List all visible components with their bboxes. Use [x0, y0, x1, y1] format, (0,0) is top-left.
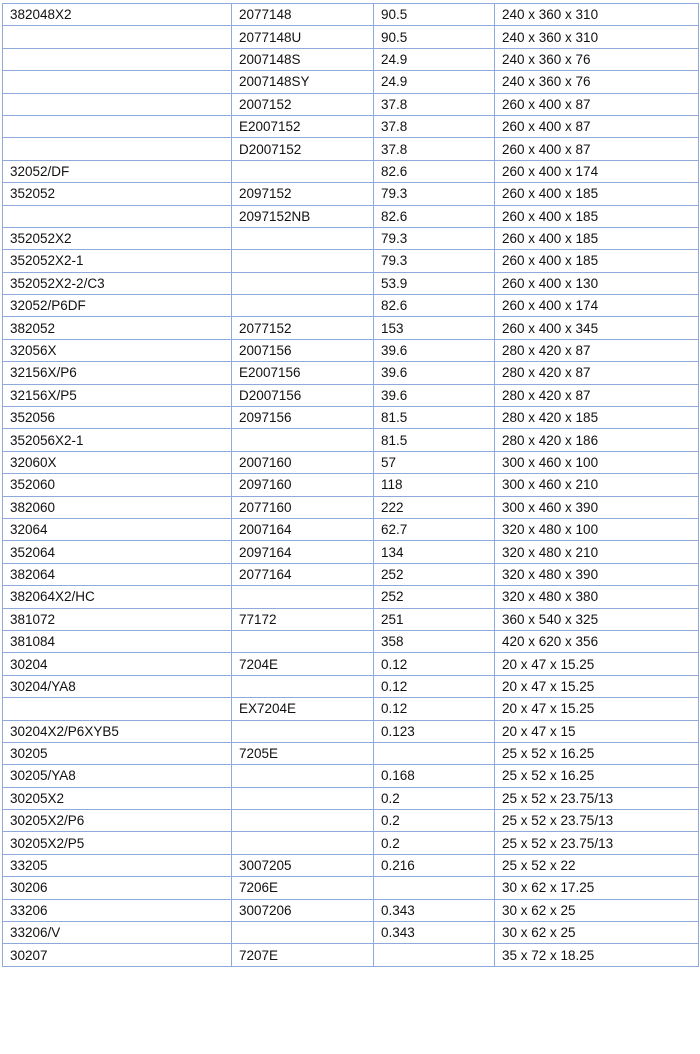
bearing-number-cell: 352056: [3, 407, 232, 429]
bearing-number-cell: 30204X2/P6XYB5: [3, 720, 232, 742]
dimensions-cell: 240 x 360 x 76: [495, 48, 699, 70]
bearing-number-cell: 30205X2/P5: [3, 832, 232, 854]
dimensions-cell: 260 x 400 x 87: [495, 115, 699, 137]
weight-cell: [374, 742, 495, 764]
alt-number-cell: 77172: [232, 608, 374, 630]
table-row: [3, 362, 699, 384]
dimensions-cell: 30 x 62 x 25: [495, 899, 699, 921]
weight-cell: 153: [374, 317, 495, 339]
table-row: [3, 407, 699, 429]
bearing-number-cell: 382048X2: [3, 4, 232, 26]
bearing-number-cell: 30205: [3, 742, 232, 764]
table-row: [3, 742, 699, 764]
table-row: [3, 675, 699, 697]
bearing-number-cell: [3, 205, 232, 227]
weight-cell: 0.123: [374, 720, 495, 742]
weight-cell: 39.6: [374, 339, 495, 361]
bearing-number-cell: 30207: [3, 944, 232, 966]
bearing-number-cell: 382064: [3, 563, 232, 585]
table-row: [3, 518, 699, 540]
table-row: [3, 339, 699, 361]
bearing-number-cell: 30205X2/P6: [3, 810, 232, 832]
alt-number-cell: [232, 630, 374, 652]
weight-cell: 251: [374, 608, 495, 630]
table-row: [3, 854, 699, 876]
bearing-number-cell: [3, 93, 232, 115]
alt-number-cell: 2007152: [232, 93, 374, 115]
weight-cell: 0.343: [374, 899, 495, 921]
bearing-number-cell: 381072: [3, 608, 232, 630]
alt-number-cell: 2007148SY: [232, 71, 374, 93]
dimensions-cell: 240 x 360 x 76: [495, 71, 699, 93]
weight-cell: 0.168: [374, 765, 495, 787]
table-row: [3, 563, 699, 585]
table-row: [3, 205, 699, 227]
weight-cell: 53.9: [374, 272, 495, 294]
bearing-number-cell: [3, 26, 232, 48]
dimensions-cell: 25 x 52 x 23.75/13: [495, 787, 699, 809]
alt-number-cell: [232, 832, 374, 854]
weight-cell: 0.2: [374, 787, 495, 809]
alt-number-cell: 2097152NB: [232, 205, 374, 227]
dimensions-cell: 260 x 400 x 185: [495, 183, 699, 205]
dimensions-cell: 300 x 460 x 390: [495, 496, 699, 518]
table-row: [3, 48, 699, 70]
bearing-number-cell: 382052: [3, 317, 232, 339]
weight-cell: 37.8: [374, 93, 495, 115]
alt-number-cell: 7205E: [232, 742, 374, 764]
alt-number-cell: [232, 810, 374, 832]
dimensions-cell: 25 x 52 x 16.25: [495, 765, 699, 787]
alt-number-cell: 2007164: [232, 518, 374, 540]
table-row: [3, 183, 699, 205]
weight-cell: 0.216: [374, 854, 495, 876]
dimensions-cell: 260 x 400 x 185: [495, 205, 699, 227]
dimensions-cell: 20 x 47 x 15.25: [495, 653, 699, 675]
dimensions-cell: 300 x 460 x 100: [495, 451, 699, 473]
alt-number-cell: 2097160: [232, 474, 374, 496]
dimensions-cell: 260 x 400 x 174: [495, 160, 699, 182]
weight-cell: 24.9: [374, 48, 495, 70]
bearing-number-cell: 33205: [3, 854, 232, 876]
bearing-number-cell: [3, 138, 232, 160]
alt-number-cell: 2097156: [232, 407, 374, 429]
alt-number-cell: 2077164: [232, 563, 374, 585]
alt-number-cell: 7207E: [232, 944, 374, 966]
table-row: [3, 698, 699, 720]
table-row: [3, 451, 699, 473]
table-row: [3, 630, 699, 652]
bearing-number-cell: 382060: [3, 496, 232, 518]
alt-number-cell: 2097164: [232, 541, 374, 563]
weight-cell: 222: [374, 496, 495, 518]
dimensions-cell: 280 x 420 x 186: [495, 429, 699, 451]
dimensions-cell: 240 x 360 x 310: [495, 26, 699, 48]
table-row: [3, 608, 699, 630]
alt-number-cell: 2077148: [232, 4, 374, 26]
table-row: [3, 227, 699, 249]
dimensions-cell: 320 x 480 x 390: [495, 563, 699, 585]
weight-cell: 0.12: [374, 698, 495, 720]
dimensions-cell: 25 x 52 x 23.75/13: [495, 810, 699, 832]
bearing-number-cell: 352052: [3, 183, 232, 205]
table-row: [3, 586, 699, 608]
bearing-number-cell: 32052/DF: [3, 160, 232, 182]
bearing-number-cell: 32052/P6DF: [3, 295, 232, 317]
weight-cell: 79.3: [374, 183, 495, 205]
dimensions-cell: 30 x 62 x 17.25: [495, 877, 699, 899]
weight-cell: [374, 944, 495, 966]
alt-number-cell: [232, 765, 374, 787]
bearing-number-cell: 382064X2/HC: [3, 586, 232, 608]
bearing-number-cell: 352052X2-2/C3: [3, 272, 232, 294]
table-row: [3, 944, 699, 966]
dimensions-cell: 280 x 420 x 87: [495, 362, 699, 384]
table-row: [3, 115, 699, 137]
weight-cell: 0.2: [374, 810, 495, 832]
dimensions-cell: 30 x 62 x 25: [495, 922, 699, 944]
alt-number-cell: D2007152: [232, 138, 374, 160]
weight-cell: 79.3: [374, 227, 495, 249]
table-row: [3, 496, 699, 518]
dimensions-cell: 420 x 620 x 356: [495, 630, 699, 652]
alt-number-cell: 2077148U: [232, 26, 374, 48]
alt-number-cell: 2007160: [232, 451, 374, 473]
bearing-number-cell: [3, 71, 232, 93]
alt-number-cell: 2077152: [232, 317, 374, 339]
weight-cell: 39.6: [374, 362, 495, 384]
weight-cell: 252: [374, 563, 495, 585]
alt-number-cell: [232, 720, 374, 742]
dimensions-cell: 260 x 400 x 87: [495, 138, 699, 160]
dimensions-cell: 260 x 400 x 174: [495, 295, 699, 317]
alt-number-cell: [232, 429, 374, 451]
table-row: [3, 138, 699, 160]
table-row: [3, 295, 699, 317]
alt-number-cell: 7206E: [232, 877, 374, 899]
dimensions-cell: 280 x 420 x 87: [495, 384, 699, 406]
bearing-number-cell: 352060: [3, 474, 232, 496]
weight-cell: 79.3: [374, 250, 495, 272]
bearing-number-cell: 352064: [3, 541, 232, 563]
weight-cell: 358: [374, 630, 495, 652]
alt-number-cell: [232, 160, 374, 182]
alt-number-cell: [232, 586, 374, 608]
dimensions-cell: 260 x 400 x 185: [495, 250, 699, 272]
table-row: [3, 922, 699, 944]
weight-cell: 57: [374, 451, 495, 473]
bearing-number-cell: [3, 698, 232, 720]
bearing-number-cell: 32156X/P6: [3, 362, 232, 384]
bearing-number-cell: 352052X2: [3, 227, 232, 249]
table-row: [3, 71, 699, 93]
weight-cell: 90.5: [374, 26, 495, 48]
bearing-number-cell: 32156X/P5: [3, 384, 232, 406]
bearing-number-cell: 33206: [3, 899, 232, 921]
weight-cell: 0.12: [374, 675, 495, 697]
weight-cell: 0.343: [374, 922, 495, 944]
weight-cell: 0.2: [374, 832, 495, 854]
table-body: [3, 4, 699, 967]
dimensions-cell: 20 x 47 x 15: [495, 720, 699, 742]
alt-number-cell: [232, 272, 374, 294]
table-row: [3, 250, 699, 272]
weight-cell: 24.9: [374, 71, 495, 93]
alt-number-cell: [232, 250, 374, 272]
weight-cell: 62.7: [374, 518, 495, 540]
dimensions-cell: 320 x 480 x 380: [495, 586, 699, 608]
dimensions-cell: 260 x 400 x 130: [495, 272, 699, 294]
dimensions-cell: 360 x 540 x 325: [495, 608, 699, 630]
dimensions-cell: 25 x 52 x 23.75/13: [495, 832, 699, 854]
alt-number-cell: E2007156: [232, 362, 374, 384]
alt-number-cell: 2007148S: [232, 48, 374, 70]
alt-number-cell: [232, 227, 374, 249]
weight-cell: 39.6: [374, 384, 495, 406]
dimensions-cell: 240 x 360 x 310: [495, 4, 699, 26]
bearing-number-cell: 30205/YA8: [3, 765, 232, 787]
alt-number-cell: EX7204E: [232, 698, 374, 720]
table-row: [3, 429, 699, 451]
table-row: [3, 272, 699, 294]
table-row: [3, 541, 699, 563]
dimensions-cell: 300 x 460 x 210: [495, 474, 699, 496]
alt-number-cell: 7204E: [232, 653, 374, 675]
alt-number-cell: D2007156: [232, 384, 374, 406]
weight-cell: 37.8: [374, 138, 495, 160]
alt-number-cell: [232, 675, 374, 697]
bearing-number-cell: 33206/V: [3, 922, 232, 944]
bearing-number-cell: 30204: [3, 653, 232, 675]
dimensions-cell: 260 x 400 x 185: [495, 227, 699, 249]
weight-cell: [374, 877, 495, 899]
bearing-number-cell: [3, 115, 232, 137]
alt-number-cell: [232, 922, 374, 944]
alt-number-cell: 2097152: [232, 183, 374, 205]
alt-number-cell: 2007156: [232, 339, 374, 361]
alt-number-cell: 3007206: [232, 899, 374, 921]
bearing-number-cell: 352052X2-1: [3, 250, 232, 272]
alt-number-cell: 2077160: [232, 496, 374, 518]
weight-cell: 0.12: [374, 653, 495, 675]
bearing-number-cell: 381084: [3, 630, 232, 652]
table-row: [3, 765, 699, 787]
bearing-number-cell: [3, 48, 232, 70]
weight-cell: 81.5: [374, 429, 495, 451]
dimensions-cell: 35 x 72 x 18.25: [495, 944, 699, 966]
table-row: [3, 474, 699, 496]
weight-cell: 134: [374, 541, 495, 563]
alt-number-cell: [232, 295, 374, 317]
bearing-number-cell: 30204/YA8: [3, 675, 232, 697]
table-row: [3, 26, 699, 48]
table-row: [3, 899, 699, 921]
bearing-number-cell: 352056X2-1: [3, 429, 232, 451]
dimensions-cell: 320 x 480 x 100: [495, 518, 699, 540]
dimensions-cell: 25 x 52 x 16.25: [495, 742, 699, 764]
bearing-number-cell: 32060X: [3, 451, 232, 473]
table-row: [3, 4, 699, 26]
table-row: [3, 317, 699, 339]
table-row: [3, 160, 699, 182]
table-row: [3, 787, 699, 809]
dimensions-cell: 260 x 400 x 345: [495, 317, 699, 339]
weight-cell: 82.6: [374, 205, 495, 227]
bearing-number-cell: 30206: [3, 877, 232, 899]
alt-number-cell: [232, 787, 374, 809]
alt-number-cell: E2007152: [232, 115, 374, 137]
dimensions-cell: 25 x 52 x 22: [495, 854, 699, 876]
table-row: [3, 653, 699, 675]
weight-cell: 81.5: [374, 407, 495, 429]
weight-cell: 37.8: [374, 115, 495, 137]
dimensions-cell: 280 x 420 x 185: [495, 407, 699, 429]
table-row: [3, 384, 699, 406]
table-row: [3, 810, 699, 832]
alt-number-cell: 3007205: [232, 854, 374, 876]
bearing-number-cell: 30205X2: [3, 787, 232, 809]
weight-cell: 82.6: [374, 160, 495, 182]
bearing-number-cell: 32056X: [3, 339, 232, 361]
weight-cell: 82.6: [374, 295, 495, 317]
table-row: [3, 832, 699, 854]
dimensions-cell: 20 x 47 x 15.25: [495, 698, 699, 720]
weight-cell: 118: [374, 474, 495, 496]
bearing-number-cell: 32064: [3, 518, 232, 540]
dimensions-cell: 280 x 420 x 87: [495, 339, 699, 361]
dimensions-cell: 20 x 47 x 15.25: [495, 675, 699, 697]
table-row: [3, 93, 699, 115]
dimensions-cell: 320 x 480 x 210: [495, 541, 699, 563]
weight-cell: 90.5: [374, 4, 495, 26]
dimensions-cell: 260 x 400 x 87: [495, 93, 699, 115]
bearing-spec-table: [2, 3, 699, 967]
weight-cell: 252: [374, 586, 495, 608]
table-row: [3, 877, 699, 899]
table-row: [3, 720, 699, 742]
